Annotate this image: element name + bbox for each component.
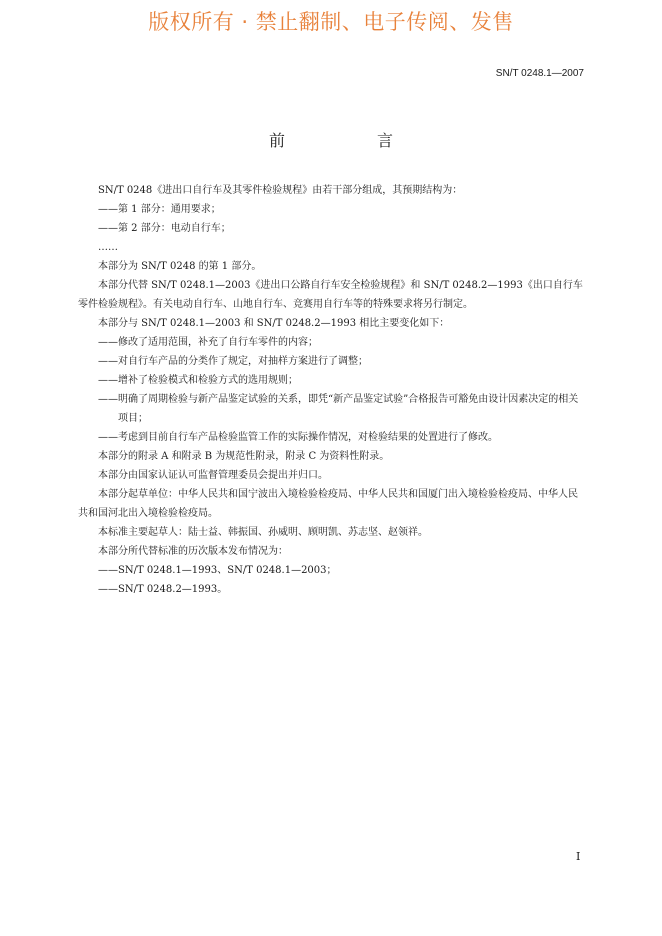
paragraph: 本部分起草单位：中华人民共和国宁波出入境检验检疫局、中华人民共和国厦门出入境检验检疫局、中华人民共和国河北出入境检验检疫局。 (78, 489, 578, 519)
ellipsis: …… (98, 242, 118, 253)
list-item: ——对自行车产品的分类作了规定，对抽样方案进行了调整； (98, 356, 368, 367)
list-item: ——SN/T 0248.2—1993。 (98, 584, 228, 595)
list-item: ——增补了检验模式和检验方式的选用规则； (98, 375, 298, 386)
paragraph: 本部分的附录 A 和附录 B 为规范性附录，附录 C 为资料性附录。 (98, 451, 390, 462)
list-item: ——修改了适用范围，补充了自行车零件的内容； (98, 337, 318, 348)
copyright-banner: 版权所有 · 禁止翻制、电子传阅、发售 (148, 10, 514, 34)
paragraph: SN/T 0248《进出口自行车及其零件检验规程》由若干部分组成，其预期结构为： (98, 185, 463, 196)
preface-body (78, 181, 586, 599)
page-number: I (576, 850, 581, 863)
paragraph: 本标准主要起草人：陆士益、韩振国、孙威明、顾明凯、苏志坚、赵领祥。 (98, 527, 428, 538)
paragraph: 本部分由国家认证认可监督管理委员会提出并归口。 (98, 470, 328, 481)
paragraph: 本部分所代替标准的历次版本发布情况为： (98, 546, 288, 557)
document-number: SN/T 0248.1—2007 (495, 68, 584, 79)
list-item: ——第 2 部分：电动自行车； (98, 223, 231, 234)
list-item: ——第 1 部分：通用要求； (98, 204, 221, 215)
list-item: ——考虑到目前自行车产品检验监管工作的实际操作情况，对检验结果的处置进行了修改。 (98, 432, 498, 443)
paragraph: 本部分代替 SN/T 0248.1—2003《进出口公路自行车安全检验规程》和 SN/T 0248.2—1993《出口自行车零件检验规程》。有关电动自行车、山地自行车、竞赛用自行车等的特殊要求将另行制定。 (78, 280, 583, 310)
paragraph: 本部分为 SN/T 0248 的第 1 部分。 (98, 261, 262, 272)
list-item: ——明确了周期检验与新产品鉴定试验的关系，即凭“新产品鉴定试验”合格报告可豁免由设计因素决定的相关项目； (98, 394, 579, 424)
paragraph: 本部分与 SN/T 0248.1—2003 和 SN/T 0248.2—1993 相比主要变化如下： (98, 318, 450, 329)
list-item: ——SN/T 0248.1—1993、SN/T 0248.1—2003； (98, 565, 337, 576)
page-title: 前 言 (268, 131, 431, 150)
